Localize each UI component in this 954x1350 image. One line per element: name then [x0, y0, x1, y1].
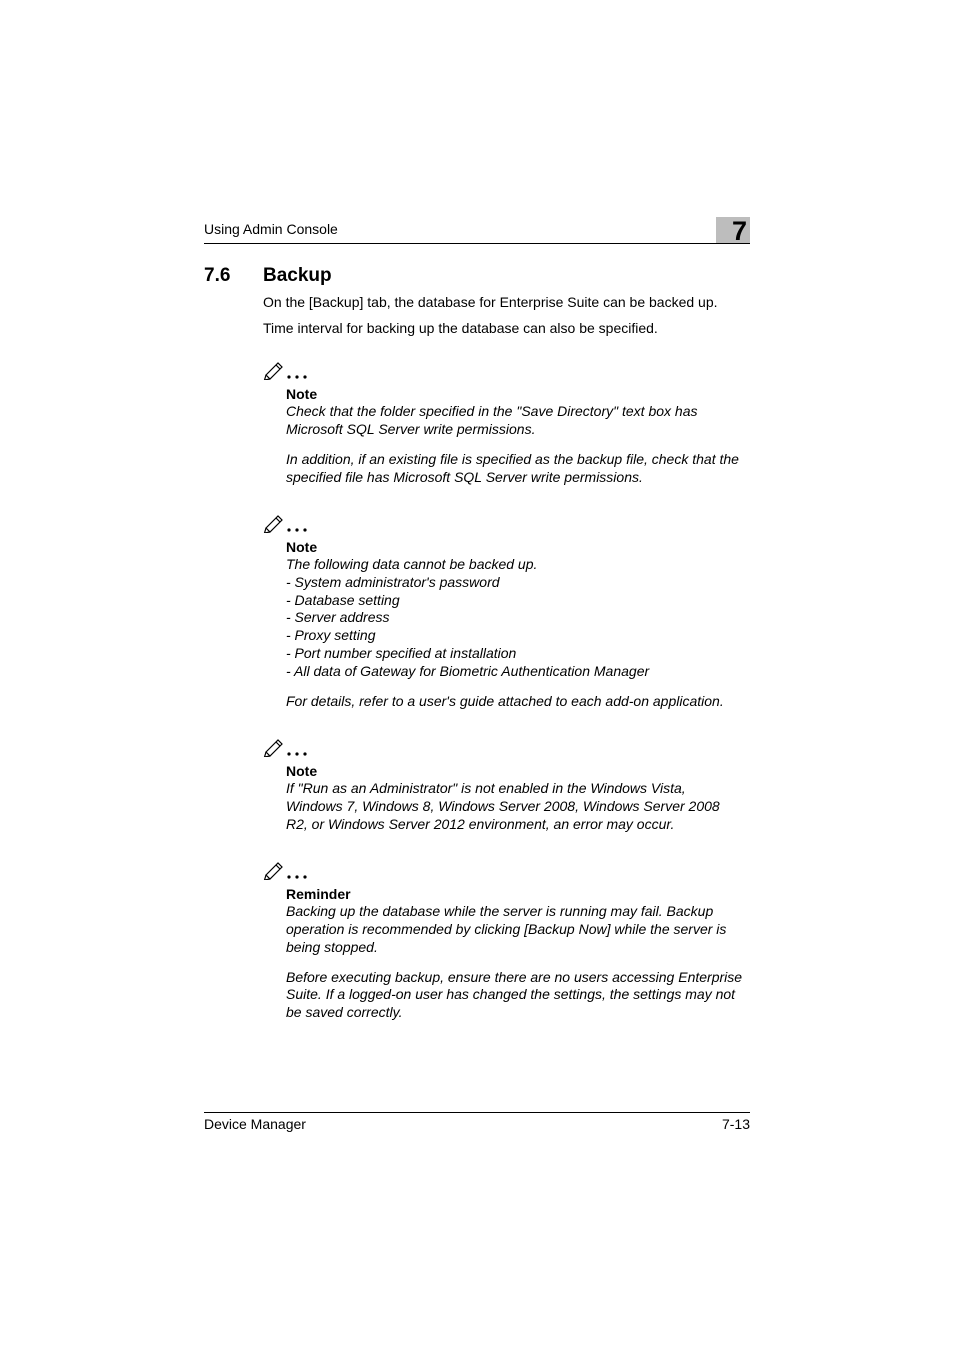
note-text: - Port number specified at installation	[286, 644, 517, 661]
reminder-text: operation is recommended by clicking [Backup Now] while the server is	[286, 920, 727, 937]
note-text: R2, or Windows Server 2012 environment, an error may occur.	[286, 815, 675, 832]
note-text: - Proxy setting	[286, 627, 376, 643]
note-text: - System administrator's password	[286, 574, 500, 590]
note-text: The following data cannot be backed up.	[286, 556, 538, 572]
note-text: - All data of Gateway for Biometric Authentication Manager	[286, 662, 650, 679]
note-label: Note	[286, 386, 318, 402]
footer-product-name: Device Manager	[204, 1116, 306, 1132]
pencil-note-icon	[263, 358, 323, 380]
section-number: 7.6	[204, 265, 231, 286]
reminder-text: being stopped.	[286, 938, 378, 955]
intro-paragraph: On the [Backup] tab, the database for Enterprise Suite can be backed up.	[263, 294, 718, 310]
reminder-text: Before executing backup, ensure there are no users accessing Enterprise	[286, 968, 743, 985]
note-text: - Database setting	[286, 591, 400, 608]
pencil-note-icon	[263, 858, 323, 880]
note-label: Note	[286, 763, 318, 779]
note-text: Microsoft SQL Server write permissions.	[286, 420, 536, 437]
chapter-tab	[716, 216, 750, 246]
note-text: specified file has Microsoft SQL Server write permissions.	[286, 468, 643, 485]
intro-paragraph: Time interval for backing up the database can also be specified.	[263, 320, 658, 336]
page-footer	[204, 1112, 750, 1132]
page-number: 7-13	[721, 1116, 750, 1132]
chapter-number: 7	[731, 216, 747, 246]
note-text: For details, refer to a user's guide attached to each add-on application.	[286, 692, 724, 709]
reminder-text: Suite. If a logged-on user has changed the settings, the settings may not	[286, 986, 736, 1002]
reminder-text: Backing up the database while the server is running may fail. Backup	[286, 903, 714, 919]
running-header	[204, 216, 750, 246]
section-title: Backup	[263, 265, 332, 286]
running-header-title: Using Admin Console	[204, 221, 338, 237]
reminder-text: be saved correctly.	[286, 1004, 403, 1020]
note-text: Check that the folder specified in the "Save Directory" text box has	[286, 403, 698, 419]
note-text: Windows 7, Windows 8, Windows Server 2008, Windows Server 2008	[286, 798, 720, 814]
pencil-note-icon	[263, 511, 323, 533]
reminder-label: Reminder	[286, 886, 351, 902]
note-label: Note	[286, 539, 318, 555]
note-text: In addition, if an existing file is specified as the backup file, check that the	[286, 451, 739, 467]
pencil-note-icon	[263, 735, 323, 757]
note-text: - Server address	[286, 609, 390, 625]
note-text: If "Run as an Administrator" is not enabled in the Windows Vista,	[286, 780, 686, 796]
